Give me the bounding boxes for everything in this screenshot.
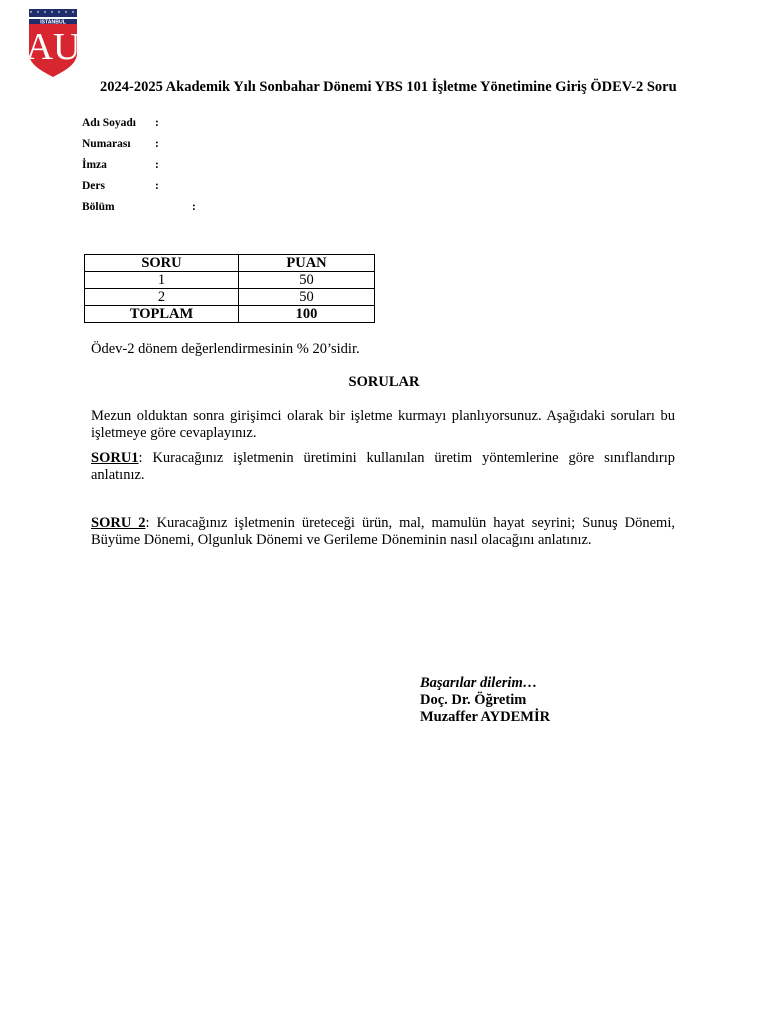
info-label: Adı Soyadı	[82, 117, 137, 129]
intro-paragraph: Mezun olduktan sonra girişimci olarak bir işletme kurmayı planlıyorsunuz. Aşağıdaki soruları bu işletmeye göre cevaplayınız.	[91, 408, 675, 441]
info-colon: :	[192, 201, 196, 213]
question-2-label: SORU 2	[91, 515, 146, 531]
info-row-course	[82, 180, 159, 192]
logo-letters: AU	[26, 26, 80, 68]
table-header: PUAN	[239, 255, 375, 272]
signature-wish: Başarılar dilerim…	[420, 675, 538, 691]
question-1-label: SORU1	[91, 450, 139, 466]
info-label: Ders	[82, 180, 105, 192]
table-cell: 100	[239, 306, 375, 323]
score-table	[84, 254, 375, 323]
page-title: 2024-2025 Akademik Yılı Sonbahar Dönemi YBS 101 İşletme Yönetimine Giriş ÖDEV-2 Soru	[100, 79, 677, 95]
question-2	[91, 515, 675, 548]
table-cell: 1	[85, 272, 239, 289]
question-1	[91, 450, 675, 483]
table-cell: 50	[239, 272, 375, 289]
signature-title: Doç. Dr. Öğretim	[420, 692, 527, 708]
info-label: Bölüm	[82, 201, 115, 213]
info-colon: :	[155, 180, 159, 192]
table-cell: 50	[239, 289, 375, 306]
signature-name: Muzaffer AYDEMİR	[420, 709, 551, 725]
table-cell: TOPLAM	[85, 306, 239, 323]
table-header: SORU	[85, 255, 239, 272]
university-logo	[26, 7, 80, 79]
info-row-number	[82, 138, 159, 150]
info-label: İmza	[82, 159, 107, 171]
table-cell: 2	[85, 289, 239, 306]
question-2-text: : Kuracağınız işletmenin üreteceği ürün, mal, mamulün hayat seyrini; Sunuş Dönemi, Büyüme Dönemi, Olgunluk Dönemi ve Gerileme Döneminin nasıl olacağını anlatınız.	[91, 515, 675, 548]
table-row	[85, 272, 375, 289]
table-row	[85, 289, 375, 306]
info-row-signature	[82, 159, 159, 171]
question-1-text: : Kuracağınız işletmenin üretimini kullanılan üretim yöntemlerine göre sınıflandırıp anlatınız.	[91, 450, 675, 483]
info-row-department	[82, 201, 196, 213]
info-colon: :	[155, 117, 159, 129]
weight-note: Ödev-2 dönem değerlendirmesinin % 20’sidir.	[91, 341, 360, 357]
info-colon: :	[155, 138, 159, 150]
info-colon: :	[155, 159, 159, 171]
questions-heading: SORULAR	[348, 374, 420, 390]
info-label: Numarası	[82, 138, 131, 150]
table-total-row	[85, 306, 375, 323]
signature-block	[420, 675, 550, 726]
logo-text: İSTANBUL	[40, 19, 66, 26]
info-row-name	[82, 117, 159, 129]
table-header-row	[85, 255, 375, 272]
